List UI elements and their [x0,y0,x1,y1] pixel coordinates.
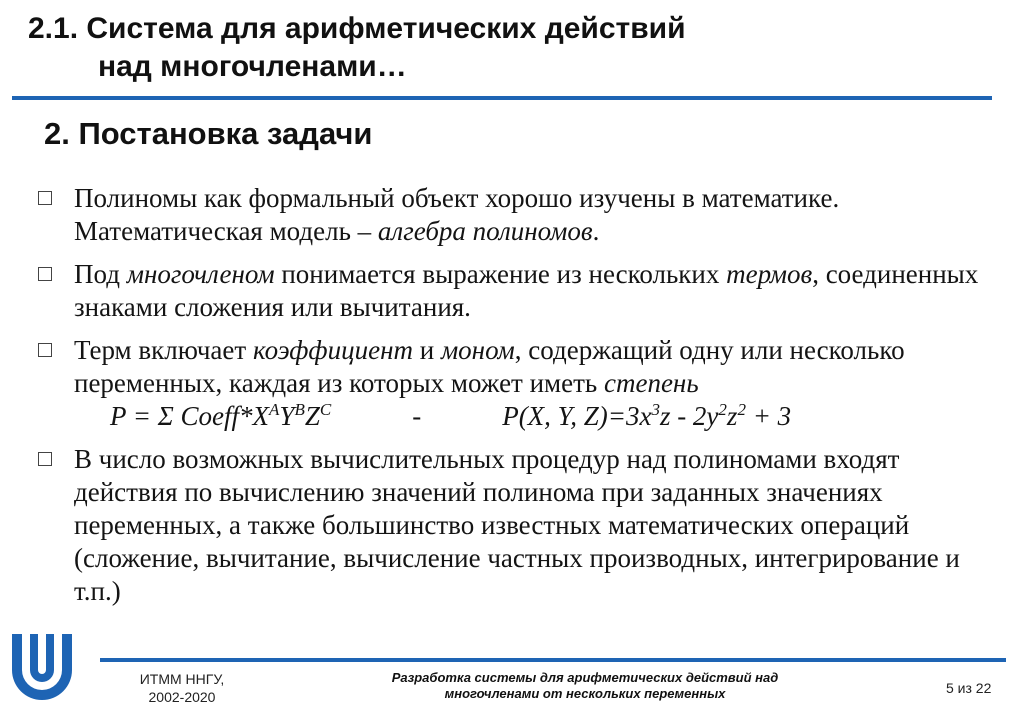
footer-course-line: Разработка системы для арифметических действий над [391,670,779,685]
slide-title-line1: 2.1. Система для арифметических действий [28,12,686,45]
bullet-emphasis: многочленом [126,259,275,289]
bullet-emphasis: алгебра полиномов [377,216,593,246]
bullet-text: . [592,216,600,246]
square-bullet-icon [38,343,52,357]
footer-course-line: многочленами от нескольких переменных [444,686,726,701]
bullet-item [38,334,998,400]
formula-exponent: A [269,400,280,419]
footer-divider [100,658,1006,662]
unn-logo-icon [6,630,78,702]
slide-title-line2: над многочленами… [98,50,407,83]
section-subtitle: 2. Постановка задачи [44,116,373,151]
formula-part: Y [279,401,295,431]
bullet-emphasis: коэффициент [252,335,413,365]
formula-exponent: C [319,400,332,419]
square-bullet-icon [38,452,52,466]
bullet-text: , соединенных знаками сложения или вычитания. [74,259,979,322]
bullet-item [38,443,998,608]
bullet-emphasis: моном [440,335,515,365]
formula-exponent: 3 [651,400,660,419]
bullet-text: , содержащий одну или несколько переменных, каждая из которых может иметь [74,335,905,398]
footer-course-title [340,670,830,702]
footer-organization [112,670,252,706]
title-divider [12,96,992,100]
bullet-emphasis: термов [726,259,813,289]
bullet-text: понимается выражение из нескольких [274,259,727,289]
formula-separator: - [412,401,422,431]
bullet-item [38,182,998,248]
formula-part: z - 2y [659,401,719,431]
bullet-text: В число возможных вычислительных процедур над полиномами входят действия по вычислению значений полинома при заданных значениях переменных, а также большинство известных математических операций (сложение, вычитание, вычисление частных производных, интегрирование и т.п.) [74,444,960,606]
formula-exponent: B [294,400,305,419]
bullet-text: Терм включает [74,335,253,365]
slide-title [28,10,686,86]
square-bullet-icon [38,267,52,281]
bullet-emphasis: степень [603,368,699,398]
page-number: 5 из 22 [946,680,992,696]
bullet-text: Полиномы как формальный объект хорошо изучены в математике. Математическая модель – [74,183,840,246]
bullet-text: Под [74,259,127,289]
footer-org-line: ИТММ ННГУ, [139,671,225,687]
formula-part: P(X, Y, Z)=3x [502,401,652,431]
formula-part: Z [304,401,320,431]
formula-part: + 3 [745,401,792,431]
polynomial-formula [38,400,998,433]
footer-org-line: 2002-2020 [148,689,216,705]
bullet-text: и [412,335,441,365]
bullet-list [38,182,998,618]
bullet-item [38,258,998,324]
square-bullet-icon [38,191,52,205]
formula-part: P = Σ Coeff*X [110,401,270,431]
formula-part: z [726,401,738,431]
formula-exponent: 2 [718,400,727,419]
formula-exponent: 2 [737,400,746,419]
